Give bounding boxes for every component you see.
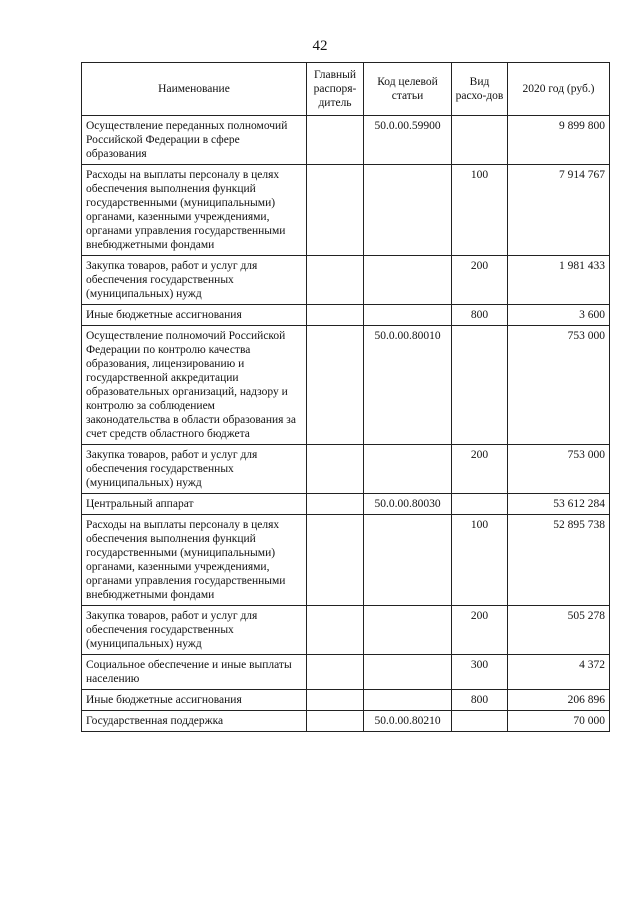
table-row bbox=[82, 326, 610, 445]
row-code-cell bbox=[364, 655, 452, 690]
row-chief-cell bbox=[307, 711, 364, 732]
row-type-cell bbox=[452, 494, 508, 515]
row-chief-cell bbox=[307, 515, 364, 606]
row-type-cell: 100 bbox=[452, 515, 508, 606]
row-code-cell bbox=[364, 606, 452, 655]
row-name-cell: Осуществление переданных полномочий Российской Федерации в сфере образования bbox=[82, 116, 307, 165]
row-chief-cell bbox=[307, 165, 364, 256]
table-row bbox=[82, 606, 610, 655]
row-name-cell: Закупка товаров, работ и услуг для обеспечения государственных (муниципальных) нужд bbox=[82, 256, 307, 305]
row-chief-cell bbox=[307, 445, 364, 494]
page-number: 42 bbox=[312, 38, 328, 54]
row-type-cell: 200 bbox=[452, 445, 508, 494]
row-amount-cell: 206 896 bbox=[508, 690, 610, 711]
row-name-cell: Закупка товаров, работ и услуг для обеспечения государственных (муниципальных) нужд bbox=[82, 606, 307, 655]
row-type-cell: 300 bbox=[452, 655, 508, 690]
row-type-cell: 100 bbox=[452, 165, 508, 256]
row-chief-cell bbox=[307, 494, 364, 515]
row-chief-cell bbox=[307, 655, 364, 690]
row-code-cell bbox=[364, 165, 452, 256]
table-row bbox=[82, 690, 610, 711]
header-chief-manager: Главный распоря-дитель bbox=[307, 63, 364, 116]
row-code-cell: 50.0.00.80030 bbox=[364, 494, 452, 515]
budget-table bbox=[81, 62, 610, 732]
row-type-cell: 200 bbox=[452, 256, 508, 305]
table-body bbox=[82, 116, 610, 732]
row-chief-cell bbox=[307, 326, 364, 445]
row-code-cell bbox=[364, 305, 452, 326]
row-name-cell: Осуществление полномочий Российской Федерации по контролю качества образования, лицензированию и государственной аккредитации образовательных организаций, надзору и контролю за соблюдением законодательства в области образования за счет средств областного бюджета bbox=[82, 326, 307, 445]
row-amount-cell: 52 895 738 bbox=[508, 515, 610, 606]
row-amount-cell: 53 612 284 bbox=[508, 494, 610, 515]
row-amount-cell: 9 899 800 bbox=[508, 116, 610, 165]
row-name-cell: Центральный аппарат bbox=[82, 494, 307, 515]
header-amount-2020: 2020 год (руб.) bbox=[508, 63, 610, 116]
row-chief-cell bbox=[307, 305, 364, 326]
table-header-row bbox=[82, 63, 610, 116]
row-chief-cell bbox=[307, 606, 364, 655]
row-chief-cell bbox=[307, 256, 364, 305]
table-row bbox=[82, 165, 610, 256]
row-type-cell bbox=[452, 116, 508, 165]
table-row bbox=[82, 711, 610, 732]
row-name-cell: Расходы на выплаты персоналу в целях обеспечения выполнения функций государственными (муниципальными) органами, казенными учреждениями, органами управления государственными внебюджетными фондами bbox=[82, 515, 307, 606]
row-amount-cell: 7 914 767 bbox=[508, 165, 610, 256]
row-type-cell bbox=[452, 326, 508, 445]
row-type-cell: 800 bbox=[452, 690, 508, 711]
row-code-cell: 50.0.00.80010 bbox=[364, 326, 452, 445]
row-name-cell: Иные бюджетные ассигнования bbox=[82, 690, 307, 711]
row-type-cell: 800 bbox=[452, 305, 508, 326]
header-name: Наименование bbox=[82, 63, 307, 116]
row-name-cell: Расходы на выплаты персоналу в целях обеспечения выполнения функций государственными (муниципальными) органами, казенными учреждениями, органами управления государственными внебюджетными фондами bbox=[82, 165, 307, 256]
row-code-cell bbox=[364, 256, 452, 305]
row-name-cell: Социальное обеспечение и иные выплаты населению bbox=[82, 655, 307, 690]
row-code-cell: 50.0.00.59900 bbox=[364, 116, 452, 165]
row-amount-cell: 753 000 bbox=[508, 445, 610, 494]
row-type-cell: 200 bbox=[452, 606, 508, 655]
row-chief-cell bbox=[307, 116, 364, 165]
row-code-cell bbox=[364, 445, 452, 494]
row-code-cell bbox=[364, 515, 452, 606]
row-name-cell: Иные бюджетные ассигнования bbox=[82, 305, 307, 326]
row-amount-cell: 753 000 bbox=[508, 326, 610, 445]
table-row bbox=[82, 515, 610, 606]
row-amount-cell: 3 600 bbox=[508, 305, 610, 326]
header-expense-type: Вид расхо-дов bbox=[452, 63, 508, 116]
header-target-code: Код целевой статьи bbox=[364, 63, 452, 116]
row-code-cell bbox=[364, 690, 452, 711]
table-row bbox=[82, 116, 610, 165]
table-row bbox=[82, 494, 610, 515]
row-name-cell: Закупка товаров, работ и услуг для обеспечения государственных (муниципальных) нужд bbox=[82, 445, 307, 494]
row-code-cell: 50.0.00.80210 bbox=[364, 711, 452, 732]
row-chief-cell bbox=[307, 690, 364, 711]
table-row bbox=[82, 256, 610, 305]
row-amount-cell: 4 372 bbox=[508, 655, 610, 690]
table-row bbox=[82, 305, 610, 326]
row-name-cell: Государственная поддержка bbox=[82, 711, 307, 732]
row-amount-cell: 505 278 bbox=[508, 606, 610, 655]
row-amount-cell: 70 000 bbox=[508, 711, 610, 732]
table-row bbox=[82, 445, 610, 494]
row-type-cell bbox=[452, 711, 508, 732]
table-row bbox=[82, 655, 610, 690]
row-amount-cell: 1 981 433 bbox=[508, 256, 610, 305]
